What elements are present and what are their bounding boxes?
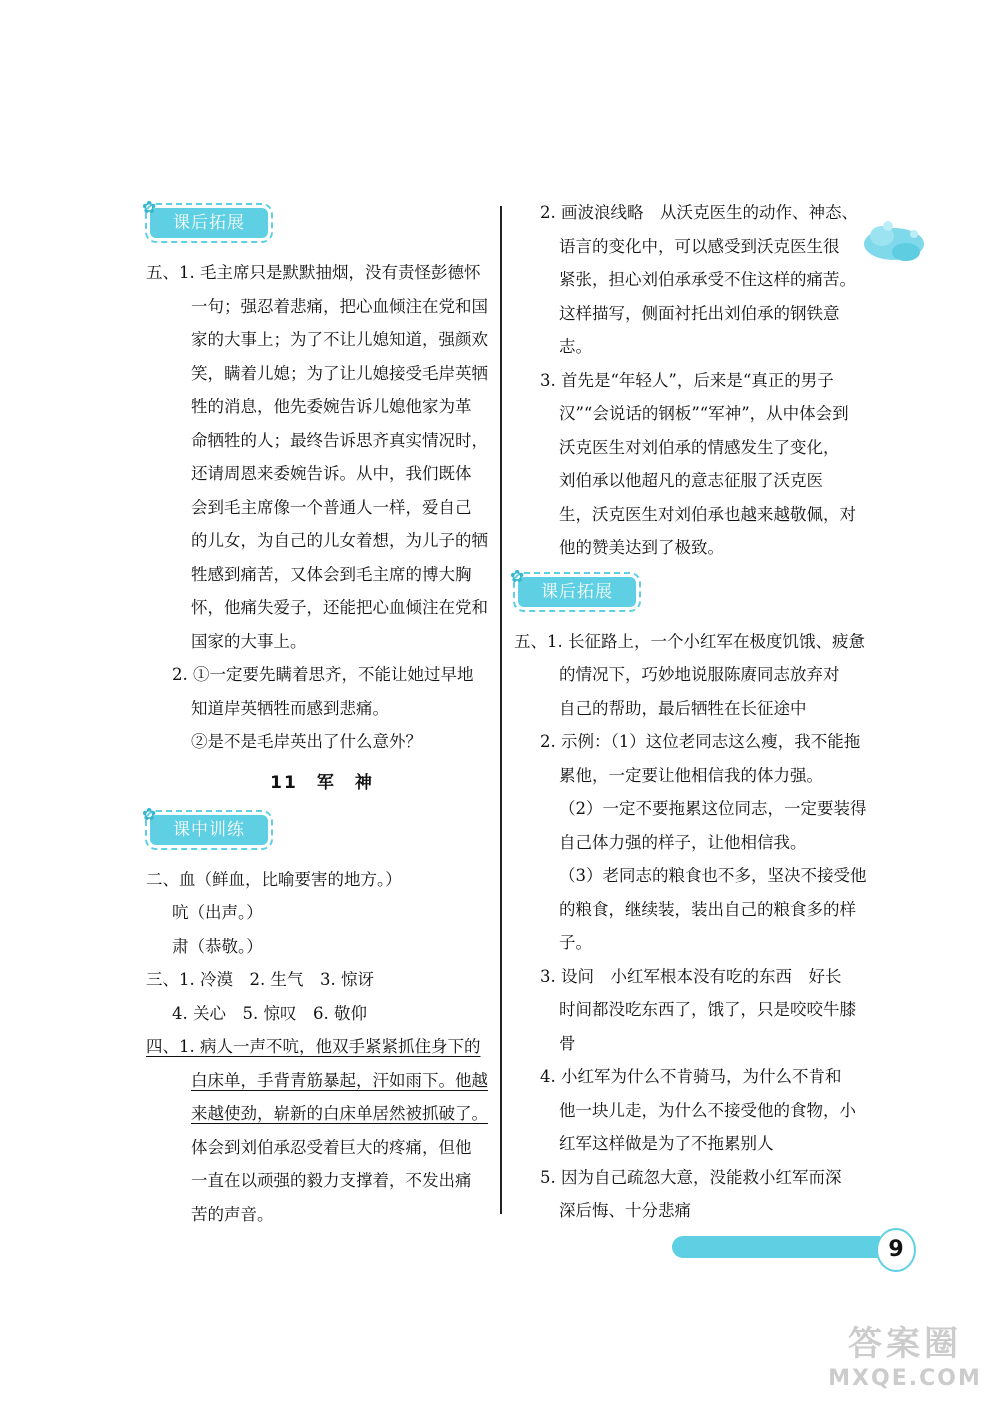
answer-line: 牲的消息，他先委婉告诉儿媳他家为革	[191, 397, 472, 416]
flower-icon: ✿	[142, 198, 157, 218]
answer-line: 刘伯承以他超凡的意志征服了沃克医	[559, 471, 823, 490]
underlined-answer-line: 白床单，手背青筋暴起，汗如雨下。他越	[191, 1070, 488, 1090]
answer-line: 5. 因为自己疏忽大意，没能救小红军而深	[540, 1167, 842, 1187]
answer-line: 的情况下，巧妙地说服陈赓同志放弃对	[559, 665, 840, 684]
answer-line: 他的赞美达到了极致。	[559, 538, 724, 557]
answer-line: 国家的大事上。	[191, 631, 307, 651]
answer-line: 会到毛主席像一个普通人一样，爱自己	[191, 497, 472, 517]
watermark-url: MXQE.COM	[828, 1366, 982, 1391]
answer-line: 沃克医生对刘伯承的情感发生了变化，	[559, 437, 840, 457]
answer-line: 五、1. 长征路上，一个小红军在极度饥饿、疲惫	[514, 631, 865, 651]
banner-label: 课中训练	[150, 815, 268, 845]
column-divider	[500, 206, 502, 1214]
banner-label: 课后拓展	[150, 208, 268, 238]
answer-line: 怀，他痛失爱子，还能把心血倾注在党和	[191, 598, 488, 617]
answer-line: 三、1. 冷漠 2. 生气 3. 惊讶	[146, 970, 374, 989]
answer-line: 2. 画波浪线略 从沃克医生的动作、神态、	[540, 203, 858, 222]
answer-line: 汉”“会说话的钢板”“军神”，从中体会到	[559, 404, 849, 423]
answer-line: 志。	[559, 337, 592, 356]
corner-flower-decoration	[858, 214, 930, 270]
answer-line: 累他，一定要让他相信我的体力强。	[559, 765, 823, 785]
answer-line: 五、1. 毛主席只是默默抽烟，没有责怪彭德怀	[146, 263, 481, 282]
answer-line: 2. 示例：（1）这位老同志这么瘦，我不能拖	[540, 732, 861, 751]
underlined-answer-line: 来越使劲，崭新的白床单居然被抓破了。	[191, 1104, 488, 1123]
banner-after-class-left	[142, 196, 498, 252]
answer-line: 知道岸英牺牲而感到悲痛。	[191, 698, 389, 718]
answer-line: 紧张，担心刘伯承承受不住这样的痛苦。	[559, 270, 856, 289]
answer-line: 一直在以顽强的毅力支撑着，不发出痛	[191, 1171, 472, 1190]
answer-line: 3. 首先是“年轻人”，后来是“真正的男子	[540, 370, 834, 390]
answer-line: 自己的帮助，最后牺牲在长征途中	[559, 698, 807, 718]
answer-line: ②是不是毛岸英出了什么意外？	[191, 732, 422, 751]
answer-line: 4. 关心 5. 惊叹 6. 敬仰	[172, 1003, 367, 1023]
answer-line: 这样描写，侧面衬托出刘伯承的钢铁意	[559, 303, 840, 323]
answer-line: 一句；强忍着悲痛，把心血倾注在党和国	[191, 296, 488, 316]
banner-in-class	[142, 803, 498, 859]
answer-line: 3. 设问 小红军根本没有吃的东西 好长	[540, 966, 842, 986]
answer-line: 命牺牲的人；最终告诉思齐真实情况时，	[191, 430, 488, 450]
page-number: 9	[876, 1228, 916, 1272]
answer-line: 他一块儿走，为什么不接受他的食物，小	[559, 1100, 856, 1120]
answer-line: 语言的变化中，可以感受到沃克医生很	[559, 236, 840, 256]
flower-icon: ✿	[510, 566, 525, 587]
answer-line: 的儿女，为自己的儿女着想，为儿子的牺	[191, 531, 488, 550]
answer-line: 红军这样做是为了不拖累别人	[559, 1134, 774, 1153]
underlined-answer-line: 四、1. 病人一声不吭，他双手紧紧抓住身下的	[146, 1037, 481, 1056]
watermark	[820, 1322, 990, 1402]
flower-icon: ✿	[142, 804, 157, 825]
watermark-logo-text: 答案圈	[848, 1324, 962, 1364]
right-column	[510, 196, 867, 1228]
answer-line: 家的大事上；为了不让儿媳知道，强颜欢	[191, 330, 488, 349]
answer-line: 自己体力强的样子，让他相信我。	[559, 832, 807, 852]
lesson-title: 11 军 神	[270, 772, 374, 793]
answer-line: 苦的声音。	[191, 1204, 274, 1224]
answer-line: 牲感到痛苦，又体会到毛主席的博大胸	[191, 564, 472, 584]
banner-label: 课后拓展	[518, 577, 636, 607]
footer-bar	[672, 1236, 880, 1258]
answer-line: 二、血（鲜血，比喻要害的地方。）	[146, 869, 402, 889]
answer-line: 吭（出声。）	[172, 903, 263, 922]
left-column	[142, 196, 498, 1231]
answer-line: 体会到刘伯承忍受着巨大的疼痛，但他	[191, 1137, 472, 1157]
answer-line: 的粮食，继续装，装出自己的粮食多的样	[559, 899, 856, 919]
answer-line: 肃（恭敬。）	[172, 936, 263, 956]
answer-line: 生，沃克医生对刘伯承也越来越敬佩，对	[559, 504, 856, 524]
answer-line: 还请周恩来委婉告诉。从中，我们既体	[191, 464, 472, 483]
answer-line: 骨	[559, 1033, 576, 1053]
answer-line: 4. 小红军为什么不肯骑马，为什么不肯和	[540, 1067, 842, 1086]
answer-line: （3）老同志的粮食也不多，坚决不接受他	[559, 866, 867, 885]
answer-line: 深后悔、十分悲痛	[559, 1201, 691, 1220]
answer-line: （2）一定不要拖累这位同志，一定要装得	[559, 799, 867, 818]
banner-after-class-right	[510, 565, 866, 621]
answer-line: 时间都没吃东西了，饿了，只是咬咬牛膝	[559, 1000, 856, 1019]
answer-line: 笑，瞒着儿媳；为了让儿媳接受毛岸英牺	[191, 363, 488, 383]
answer-line: 子。	[559, 933, 592, 952]
answer-line: 2. ①一定要先瞒着思齐，不能让她过早地	[172, 665, 474, 684]
